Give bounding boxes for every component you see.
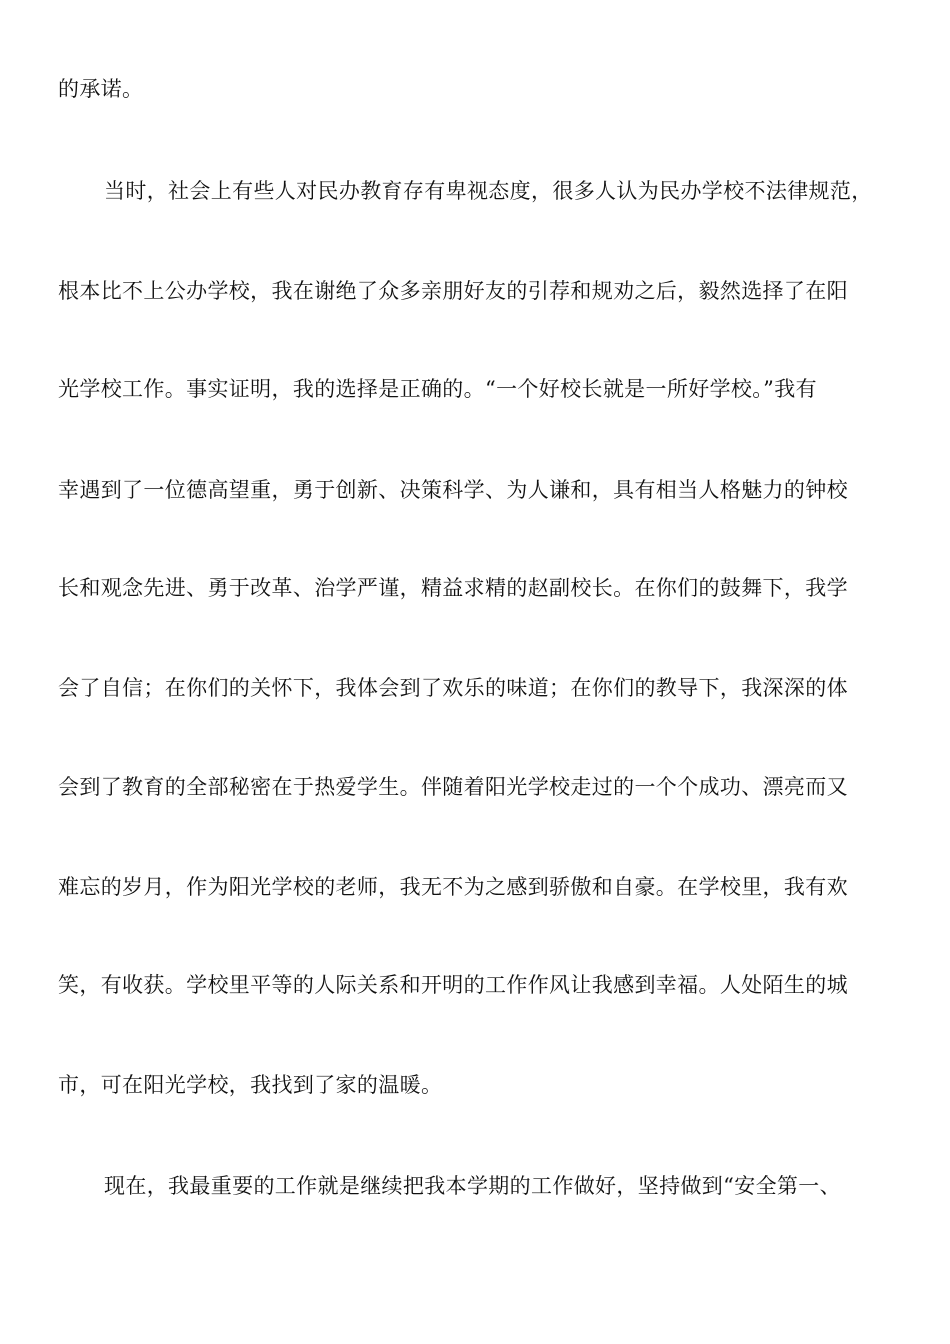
text-line: 难忘的岁月，作为阳光学校的老师，我无不为之感到骄傲和自豪。在学校里，我有欢 (58, 875, 848, 899)
text-line: 根本比不上公办学校，我在谢绝了众多亲朋好友的引荐和规劝之后，毅然选择了在阳 (58, 279, 848, 303)
text-line: 光学校工作。事实证明，我的选择是正确的。“一个好校长就是一所好学校。”我有 (58, 377, 817, 401)
text-line: 会到了教育的全部秘密在于热爱学生。伴随着阳光学校走过的一个个成功、漂亮而又 (58, 775, 848, 799)
text-line: 当时，社会上有些人对民办教育存有卑视态度，很多人认为民办学校不法律规范， (104, 179, 873, 203)
text-line: 现在，我最重要的工作就是继续把我本学期的工作做好，坚持做到“安全第一、 (104, 1174, 841, 1198)
text-line: 的承诺。 (58, 77, 144, 101)
text-line: 会了自信；在你们的关怀下，我体会到了欢乐的味道；在你们的教导下，我深深的体 (58, 676, 848, 700)
text-line: 市，可在阳光学校，我找到了家的温暖。 (58, 1073, 443, 1097)
text-line: 幸遇到了一位德高望重，勇于创新、决策科学、为人谦和，具有相当人格魅力的钟校 (58, 478, 848, 502)
text-line: 笑，有收获。学校里平等的人际关系和开明的工作作风让我感到幸福。人处陌生的城 (58, 973, 848, 997)
text-line: 长和观念先进、勇于改革、治学严谨，精益求精的赵副校长。在你们的鼓舞下，我学 (58, 576, 848, 600)
